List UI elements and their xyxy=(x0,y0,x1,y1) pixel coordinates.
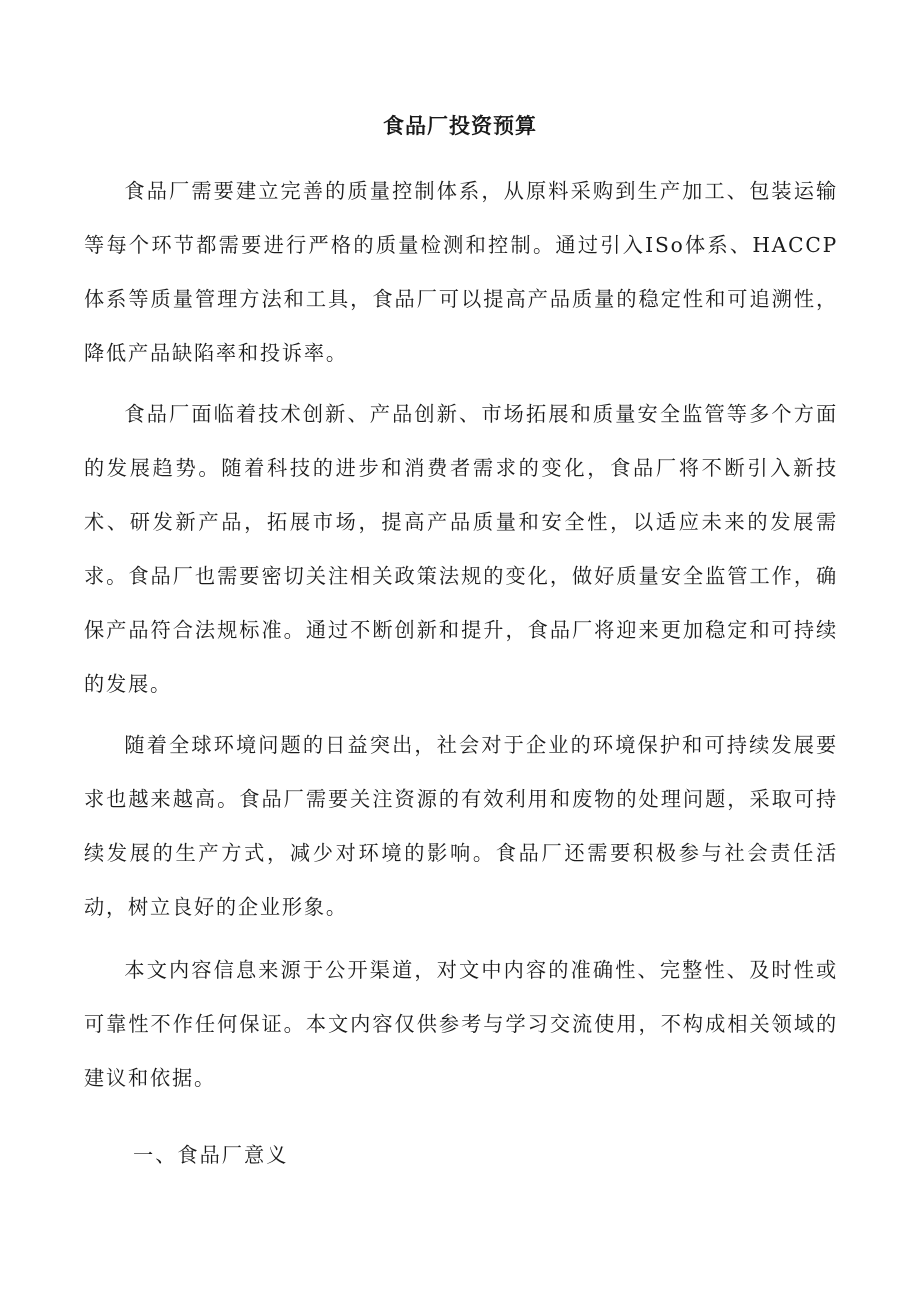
section-heading: 一、食品厂意义 xyxy=(133,1143,289,1167)
paragraph-environmental-responsibility: 随着全球环境问题的日益突出，社会对于企业的环境保护和可持续发展要求也越来越高。食品厂需要关注资源的有效利用和废物的处理问题，采取可持续发展的生产方式，减少对环境的影响。食品厂还需要积极参与社会责任活动，树立良好的企业形象。 xyxy=(84,733,838,919)
paragraph-quality-control: 食品厂需要建立完善的质量控制体系，从原料采购到生产加工、包装运输等每个环节都需要进行严格的质量检测和控制。通过引入ISo体系、HACCP体系等质量管理方法和工具，食品厂可以提高产品质量的稳定性和可追溯性，降低产品缺陷率和投诉率。 xyxy=(84,179,838,365)
paragraph-disclaimer: 本文内容信息来源于公开渠道，对文中内容的准确性、完整性、及时性或可靠性不作任何保证。本文内容仅供参考与学习交流使用，不构成相关领域的建议和依据。 xyxy=(84,958,838,1090)
paragraph-development-trends: 食品厂面临着技术创新、产品创新、市场拓展和质量安全监管等多个方面的发展趋势。随着科技的进步和消费者需求的变化，食品厂将不断引入新技术、研发新产品，拓展市场，提高产品质量和安全性，以适应未来的发展需求。食品厂也需要密切关注相关政策法规的变化，做好质量安全监管工作，确保产品符合法规标准。通过不断创新和提升，食品厂将迎来更加稳定和可持续的发展。 xyxy=(84,402,838,696)
document-title: 食品厂投资预算 xyxy=(383,114,537,138)
